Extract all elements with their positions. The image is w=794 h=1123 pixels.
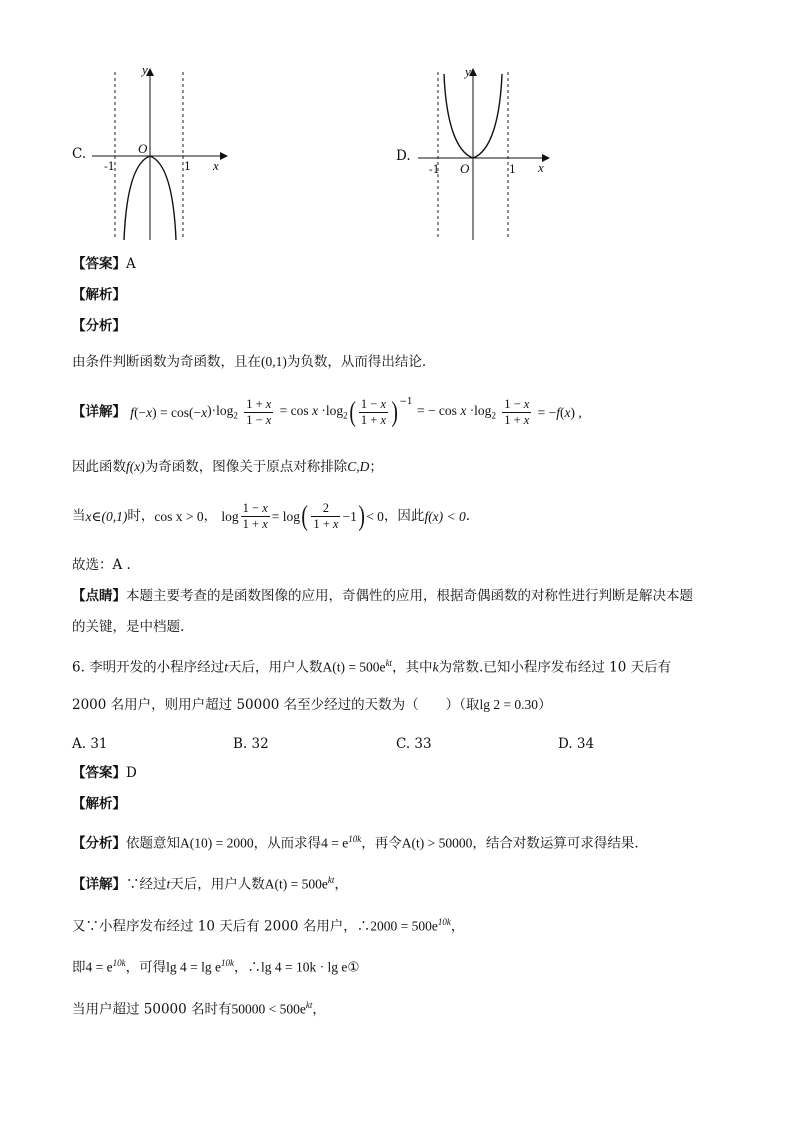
q6-answer-value: D (126, 765, 137, 781)
q6-line3-eq2: lg 4 = lg e (166, 959, 221, 975)
answer-value: A (126, 256, 136, 272)
q6-line3-exp1: 10k (112, 958, 126, 968)
choose-line: 故选：A . (72, 557, 131, 573)
q6-stem: 2000 名用户，则用户超过 50000 名至少经过的天数为（ ）（取 (72, 697, 480, 713)
graph-d-tick-1: 1 (509, 163, 516, 176)
option-c-label: C. (72, 146, 87, 162)
q6-formula: A(t) = 500e (322, 659, 386, 675)
q6-line3-exp2: 10k (220, 958, 234, 968)
q6-stem: ，其中 (392, 659, 433, 676)
fenxi-tag: 【分析】 (72, 318, 126, 334)
q6-detail-text: ， (334, 876, 348, 893)
graph-c-y-label: y (142, 62, 148, 77)
q6-detail-line-3 (72, 959, 359, 975)
q6-detail-t: t (166, 876, 171, 892)
odd-function-line (72, 460, 383, 475)
graph-d-svg (396, 62, 566, 244)
q6-k: k (432, 659, 439, 675)
q6-line4-eq: 50000 < 500e (231, 1001, 306, 1017)
odd-fx: f(x) (126, 459, 145, 474)
q6-line3-text: ，∴ (233, 959, 261, 976)
option-d-label: D. (396, 148, 411, 164)
when-cos: cos x > 0 (154, 508, 204, 524)
q6-fenxi-line (72, 835, 639, 851)
q6-detail-line-2 (72, 918, 464, 934)
q6-line2-text: ， (450, 918, 465, 935)
dianjing-tag: 【点睛】 (72, 588, 126, 604)
q6-circled-one: ① (347, 959, 360, 976)
q6-line3-text: 即 (72, 959, 86, 976)
dianjing-line-2: 的关键，是中档题. (72, 619, 185, 635)
q6-stem: ） (538, 697, 552, 713)
graph-d-tick-neg1: -1 (429, 163, 440, 176)
q6-option-c[interactable]: C. 33 (396, 736, 432, 752)
q6-stem: 为常数.已知小程序发布经过 10 天后有 (438, 659, 672, 676)
answer-line-5 (72, 258, 136, 272)
fenxi-text-part: 为负数，从而得出结论. (286, 354, 427, 370)
odd-text: 因此函数 (72, 459, 126, 475)
q6-fenxi-eq1: A(10) = 2000 (180, 835, 254, 851)
q6-fenxi-text: 依题意知 (126, 835, 180, 852)
graph-c-svg (70, 62, 240, 244)
q6-detail-exp: kt (327, 875, 335, 885)
q6-fenxi-text: ，结合对数运算可求得结果. (472, 835, 639, 852)
answer-tag: 【答案】 (72, 256, 126, 272)
odd-cd: C,D (347, 459, 370, 474)
q6-line4-text: 当用户超过 50000 名时有 (72, 1001, 232, 1018)
graph-c-x-label: x (213, 158, 219, 173)
fenxi-text (72, 355, 426, 370)
odd-text: 为奇函数，图像关于原点对称排除 (144, 459, 348, 475)
frac-1: $\frac{1 + x}{1 - x}$ (246, 397, 272, 427)
q6-lg: lg 2 = 0.30 (479, 697, 539, 712)
q6-stem: 李明开发的小程序经过 (89, 659, 225, 676)
q6-line3-text: ，可得 (125, 959, 167, 976)
when-line: 当x∈(0,1)时，cos x > 0， log $\frac{1 - x}{1 + x}$ = log( $\frac{2}{1 + x}$ −1)< 0，因此f(x) < 0. (72, 500, 471, 532)
q6-fenxi-text: ，从而求得 (253, 835, 322, 852)
q6-detail-line-4 (72, 1001, 326, 1017)
q6-detail-text: ∵经过 (126, 876, 167, 893)
graph-c-origin: O (138, 141, 148, 156)
graph-d-y-label: y (465, 64, 471, 79)
q6-formula-exp: kt (385, 658, 393, 668)
q6-stem: 天后，用户人数 (227, 659, 323, 676)
graph-option-c (70, 62, 240, 244)
q6-fenxi-exp2: 10k (348, 834, 362, 844)
when-result: f(x) < 0 (424, 508, 466, 524)
graph-c-tick-neg1: -1 (104, 160, 115, 173)
when-cond: x∈(0,1) (85, 508, 128, 524)
when-text: 时， (127, 507, 155, 524)
q6-t: t (224, 659, 228, 675)
when-text: ， (203, 507, 218, 524)
q6-line3-eq1: 4 = e (85, 959, 113, 975)
detail-equation-line: 【详解】 $f(-x) = \cos(-x)\cdot\log_2$ $\frac{1 + x}{1 - x}$ = $\cos x \cdot\log_2$( $\frac{1 - x}{1 + x}$ )$^{-1}$ = − $\cos x \cdot\log_2$ $\frac{1 - x}{1 + x}$ = −f(x) , (72, 396, 582, 428)
fenxi-text-part: 由条件判断函数为奇函数，且在 (72, 354, 261, 370)
q6-number: 6. (72, 659, 85, 676)
q6-answer-line (72, 767, 137, 781)
graph-d-x-label: x (538, 160, 544, 175)
q6-line2-exp: 10k (437, 917, 451, 927)
q6-detail-tag: 【详解】 (72, 876, 126, 893)
q6-detail-eq: A(t) = 500e (264, 876, 328, 892)
analysis-tag: 【解析】 (72, 287, 126, 303)
q6-fenxi-text: ，再令 (361, 835, 402, 852)
dianjing-line-1 (72, 590, 693, 604)
q6-detail-line-1 (72, 876, 348, 892)
q6-stem-line-2 (72, 698, 552, 713)
fenxi-interval: (0,1) (261, 354, 287, 369)
dianjing-text: 本题主要考查的是函数图像的应用，奇偶性的应用，根据奇偶函数的对称性进行判断是解决本题 (126, 588, 693, 604)
q6-fenxi-eq2: 4 = e (321, 835, 349, 851)
q6-line4-exp: kt (305, 1000, 313, 1010)
when-text: 当 (72, 507, 86, 524)
when-text: . (465, 507, 471, 524)
q6-option-b[interactable]: B. 32 (233, 736, 269, 752)
detail-tag: 【详解】 (72, 403, 126, 420)
when-text: ，因此 (383, 507, 425, 524)
q6-line2-eq: 2000 = 500e (370, 918, 438, 934)
graph-c-tick-1: 1 (184, 160, 191, 173)
q6-line2-text: 又∵小程序发布经过 10 天后有 2000 名用户，∴ (72, 918, 371, 935)
q6-stem-line-1 (72, 659, 671, 675)
q6-answer-tag: 【答案】 (72, 765, 126, 781)
q6-line4-text: ， (312, 1001, 326, 1018)
q6-option-a[interactable]: A. 31 (72, 736, 108, 752)
graph-d-origin: O (460, 161, 470, 176)
q6-detail-text: 天后，用户人数 (170, 876, 265, 893)
eq-f-neg-x: f (130, 404, 135, 420)
q6-analysis-tag: 【解析】 (72, 796, 126, 812)
q6-fenxi-tag: 【分析】 (72, 835, 126, 852)
q6-option-d[interactable]: D. 34 (558, 736, 595, 752)
odd-text: ； (369, 459, 383, 475)
q6-line3-eq3: lg 4 = 10k · lg e (260, 959, 348, 975)
graph-option-d (396, 62, 566, 244)
q6-fenxi-eq3: A(t) > 50000 (401, 835, 473, 851)
